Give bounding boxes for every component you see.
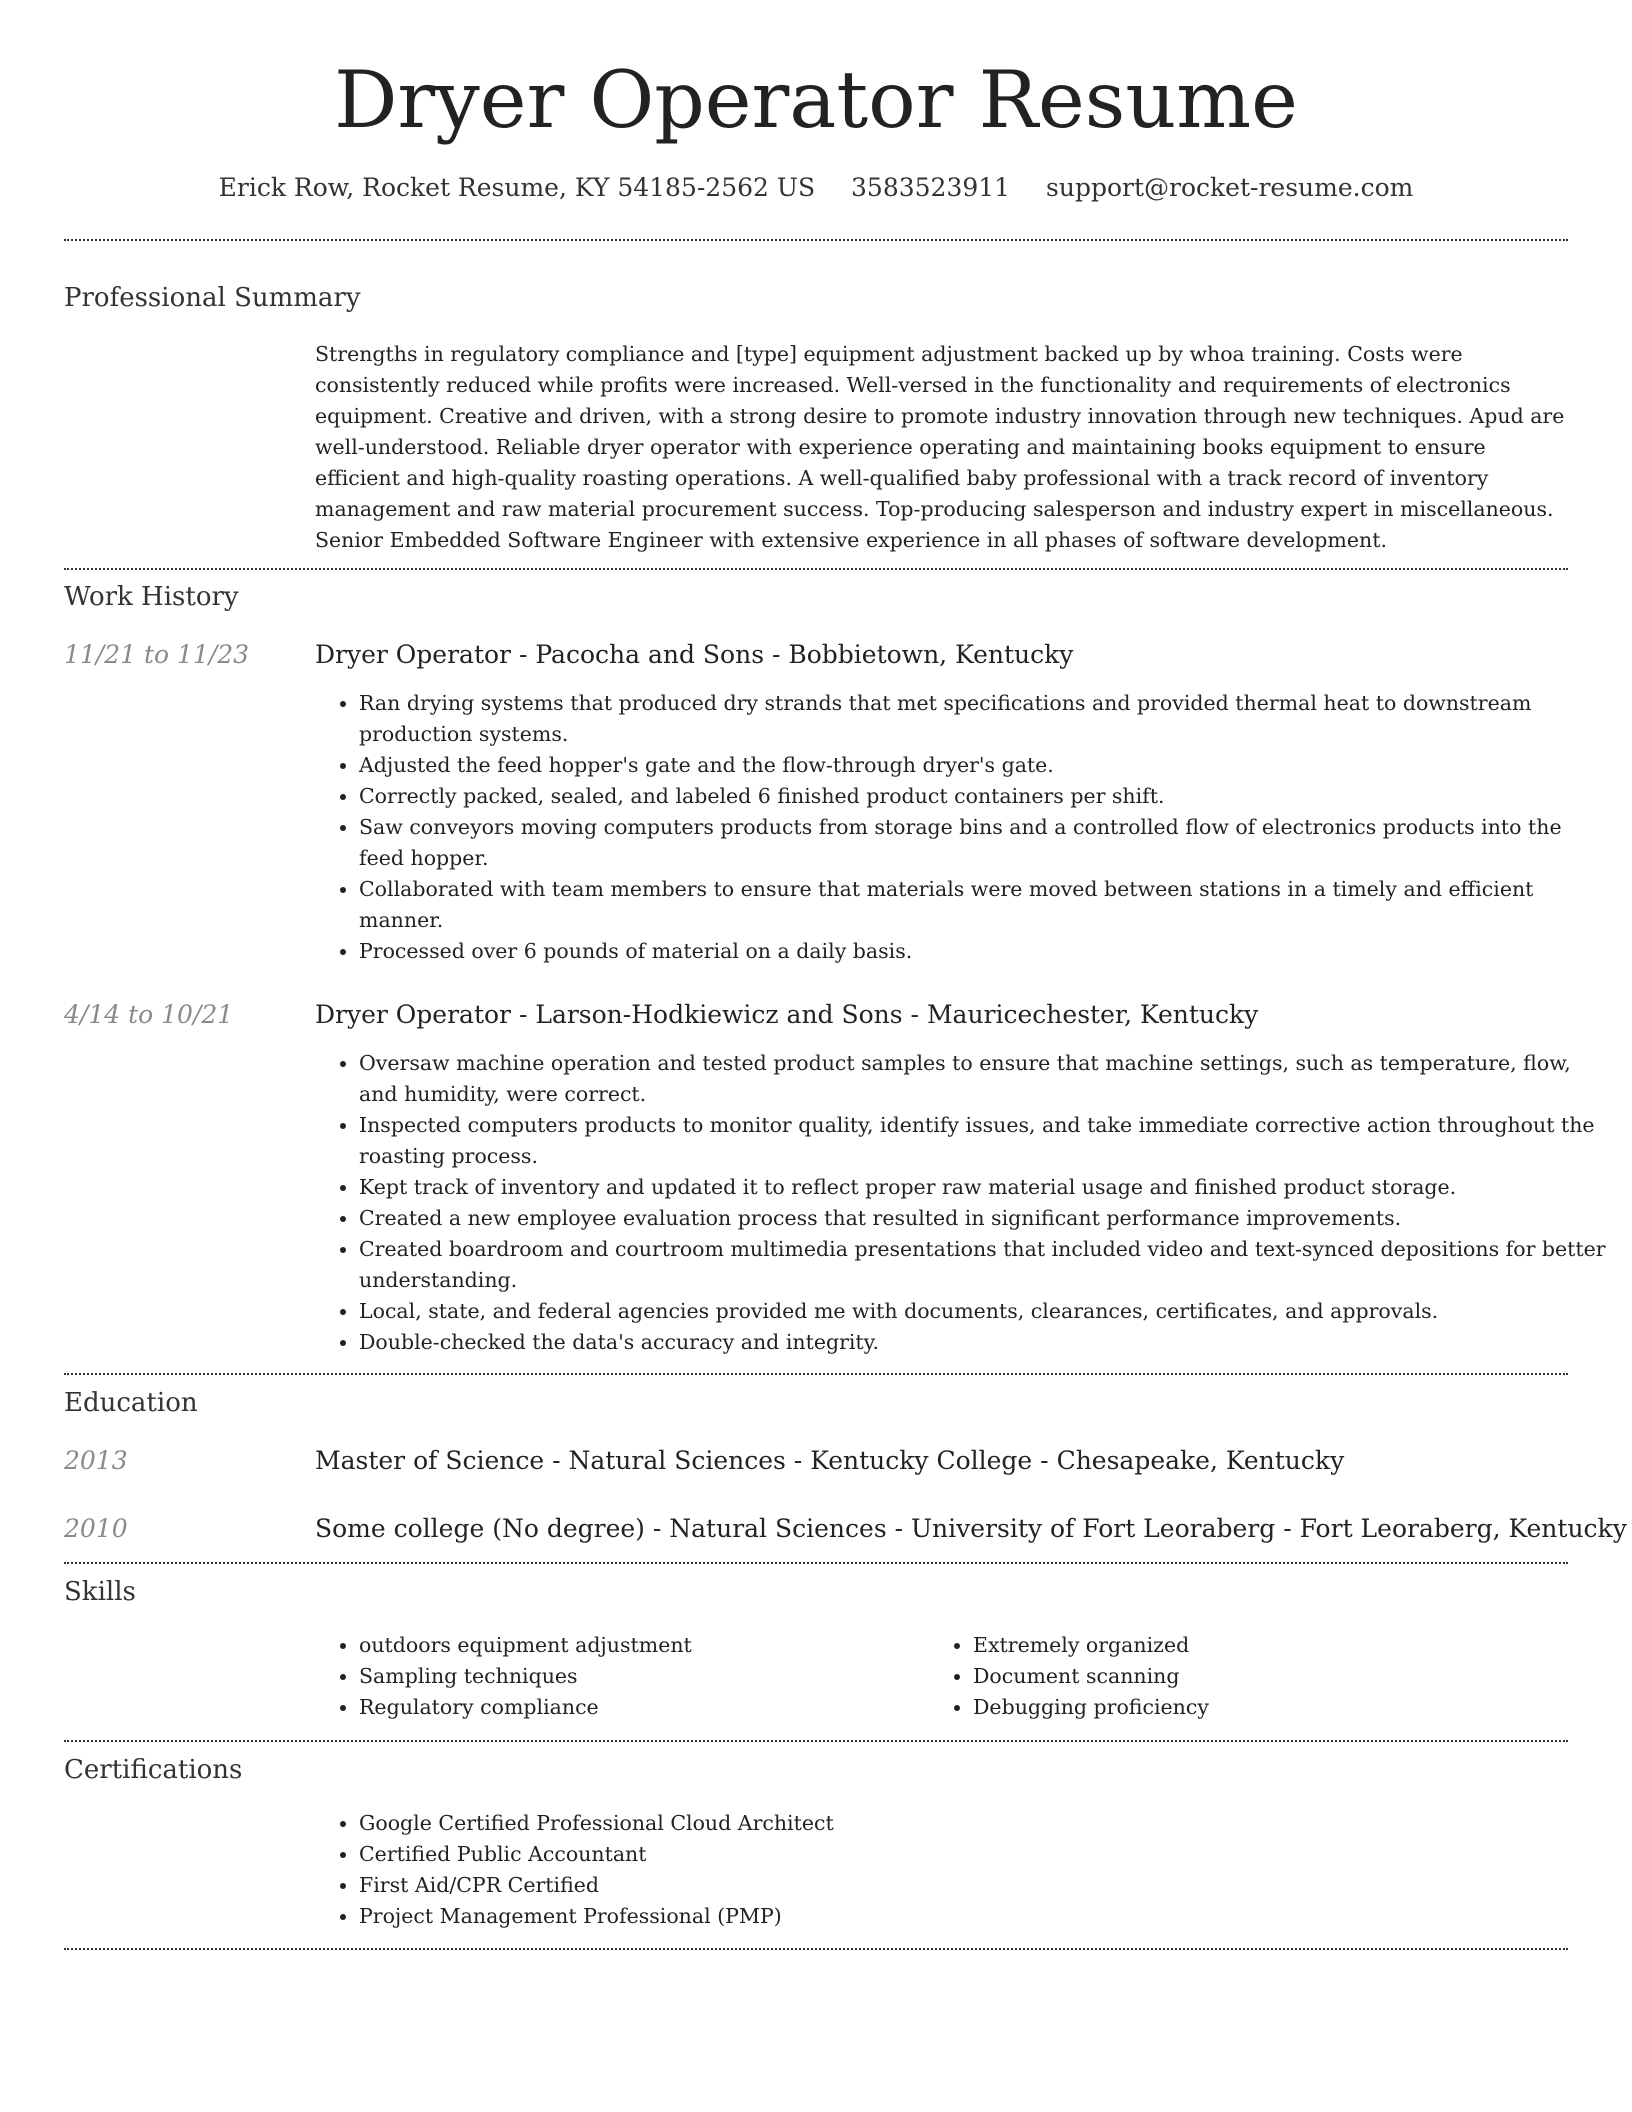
divider — [64, 1373, 1568, 1375]
certifications-heading: Certifications — [64, 1755, 243, 1785]
education-2-year: 2010 — [64, 1514, 128, 1543]
resume-title: Dryer Operator Resume — [334, 54, 1298, 146]
divider — [64, 239, 1568, 241]
job-2-title: Dryer Operator - Larson-Hodkiewicz and Sons - Mauricechester, Kentucky — [315, 1000, 1259, 1029]
list-item: • Adjusted the feed hopper's gate and the flow-through dryer's gate. — [359, 750, 1612, 781]
list-item: • Created boardroom and courtroom multimedia presentations that included video and text-synced depositions for better understanding. — [359, 1234, 1612, 1296]
summary-heading: Professional Summary — [64, 283, 361, 313]
list-item: • Kept track of inventory and updated it to reflect proper raw material usage and finished product storage. — [359, 1172, 1612, 1203]
contact-email: support@rocket-resume.com — [1046, 173, 1414, 202]
list-item: • Oversaw machine operation and tested product samples to ensure that machine settings, such as temperature, flow, and humidity, were correct. — [359, 1048, 1612, 1110]
list-item: • Project Management Professional (PMP) — [359, 1901, 1612, 1932]
certifications-list — [315, 1808, 1612, 1932]
job-1-bullets — [315, 688, 1612, 967]
contact-phone: 3583523911 — [851, 173, 1011, 202]
list-item: • Inspected computers products to monitor quality, identify issues, and take immediate corrective action throughout the roasting process. — [359, 1110, 1612, 1172]
education-2-degree: Some college (No degree) - Natural Sciences - University of Fort Leoraberg - Fort Leoraberg, Kentucky — [315, 1514, 1627, 1543]
list-item: • Certified Public Accountant — [359, 1839, 1612, 1870]
contact-line — [0, 170, 1632, 206]
skills-left-list — [315, 1630, 959, 1723]
divider — [64, 1948, 1568, 1950]
divider — [64, 568, 1568, 570]
list-item: • Sampling techniques — [359, 1661, 959, 1692]
list-item: • outdoors equipment adjustment — [359, 1630, 959, 1661]
skills-right-list — [929, 1630, 1573, 1723]
job-1-dates: 11/21 to 11/23 — [64, 640, 250, 669]
job-1-title: Dryer Operator - Pacocha and Sons - Bobbietown, Kentucky — [315, 640, 1074, 669]
list-item: • Extremely organized — [973, 1630, 1573, 1661]
list-item: • Google Certified Professional Cloud Architect — [359, 1808, 1612, 1839]
list-item: • Processed over 6 pounds of material on a daily basis. — [359, 936, 1612, 967]
list-item: • Saw conveyors moving computers products from storage bins and a controlled flow of electronics products into the feed hopper. — [359, 812, 1612, 874]
education-1-degree: Master of Science - Natural Sciences - Kentucky College - Chesapeake, Kentucky — [315, 1446, 1345, 1475]
list-item: • Collaborated with team members to ensure that materials were moved between stations in a timely and efficient manner. — [359, 874, 1612, 936]
list-item: • Local, state, and federal agencies provided me with documents, clearances, certificates, and approvals. — [359, 1296, 1612, 1327]
skills-heading: Skills — [64, 1577, 136, 1607]
job-2-bullets — [315, 1048, 1612, 1358]
education-1-year: 2013 — [64, 1446, 128, 1475]
list-item: • First Aid/CPR Certified — [359, 1870, 1612, 1901]
job-2-dates: 4/14 to 10/21 — [64, 1000, 234, 1029]
list-item: • Created a new employee evaluation process that resulted in significant performance improvements. — [359, 1203, 1612, 1234]
divider — [64, 1740, 1568, 1742]
list-item: • Debugging proficiency — [973, 1692, 1573, 1723]
list-item: • Regulatory compliance — [359, 1692, 959, 1723]
list-item: • Ran drying systems that produced dry strands that met specifications and provided thermal heat to downstream production systems. — [359, 688, 1612, 750]
list-item: • Double-checked the data's accuracy and integrity. — [359, 1327, 1612, 1358]
list-item: • Correctly packed, sealed, and labeled 6 finished product containers per shift. — [359, 781, 1612, 812]
list-item: • Document scanning — [973, 1661, 1573, 1692]
contact-address: Erick Row, Rocket Resume, KY 54185-2562 US — [218, 173, 816, 202]
divider — [64, 1562, 1568, 1564]
summary-text: Strengths in regulatory compliance and [type] equipment adjustment backed up by whoa training. Costs were consistently reduced while profits were increased. Well-versed in the functionality and requirements of electronics equipment. Creative and driven, with a strong desire to promote industry innovation through new techniques. Apud are well-understood. Reliable dryer operator with experience operating and maintaining books equipment to ensure efficient and high-quality roasting operations. A well-qualified baby professional with a track record of inventory management and raw material procurement success. Top-producing salesperson and industry expert in miscellaneous. Senior Embedded Software Engineer with extensive experience in all phases of software development. — [315, 342, 1565, 552]
education-heading: Education — [64, 1388, 198, 1418]
work-history-heading: Work History — [64, 582, 239, 612]
